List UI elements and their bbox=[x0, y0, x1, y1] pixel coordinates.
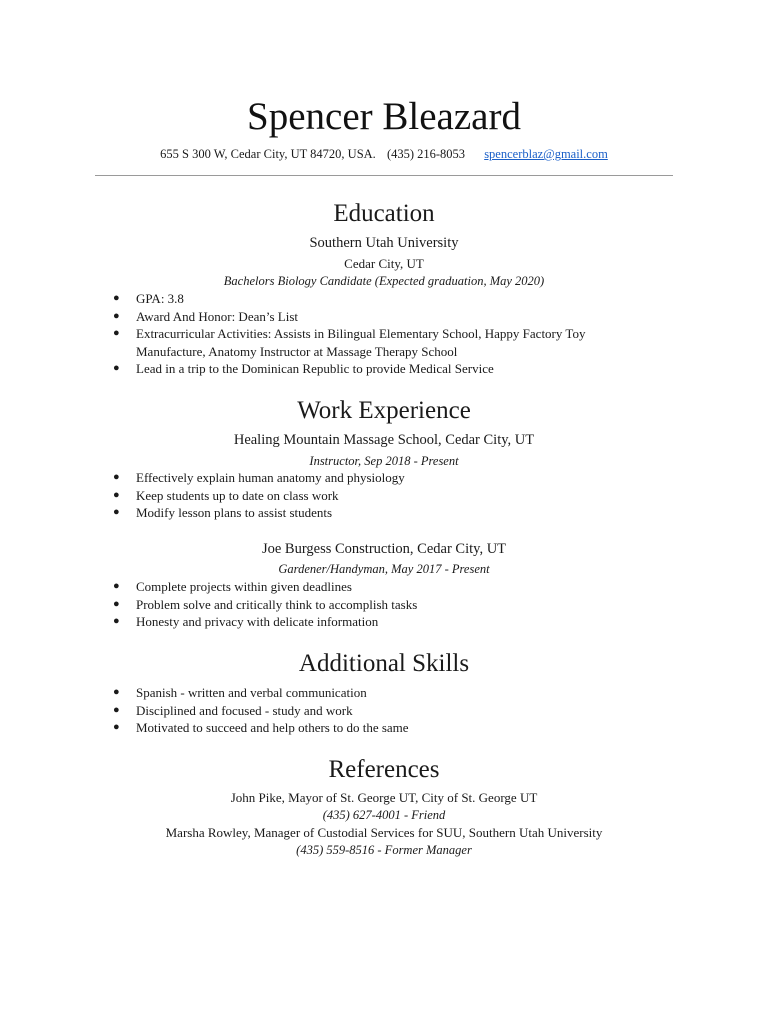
bullet-icon: ● bbox=[113, 703, 120, 716]
skills-list bbox=[0, 684, 768, 737]
school-location: Cedar City, UT bbox=[344, 256, 424, 271]
list-item-text: Motivated to succeed and help others to do the same bbox=[136, 720, 409, 735]
bullet-icon: ● bbox=[113, 615, 120, 627]
bullet-icon: ● bbox=[113, 327, 120, 339]
bullet-icon: ● bbox=[113, 471, 120, 483]
reference-name: John Pike, Mayor of St. George UT, City of St. George UT bbox=[230, 790, 538, 805]
list-item-text: Spanish - written and verbal communication bbox=[136, 685, 367, 700]
list-item-text: Keep students up to date on class work bbox=[136, 487, 339, 503]
job-duties-list bbox=[0, 469, 768, 522]
section-heading-education: Education bbox=[333, 200, 435, 227]
bullet-icon: ● bbox=[113, 597, 120, 610]
list-item bbox=[0, 308, 768, 326]
address: 655 S 300 W, Cedar City, UT 84720, USA. bbox=[160, 147, 376, 161]
job-duties-list bbox=[0, 578, 768, 631]
list-item-text: Lead in a trip to the Dominican Republic to provide Medical Service bbox=[136, 361, 494, 376]
resume-name: Spencer Bleazard bbox=[247, 95, 521, 138]
list-item bbox=[0, 504, 768, 522]
list-item bbox=[0, 613, 768, 631]
bullet-icon: ● bbox=[113, 721, 120, 733]
list-item bbox=[0, 360, 768, 378]
section-heading-skills: Additional Skills bbox=[298, 650, 470, 677]
section-heading-references: References bbox=[328, 756, 440, 783]
contact-line bbox=[0, 145, 768, 163]
list-item-text: Modify lesson plans to assist students bbox=[136, 505, 333, 520]
list-item bbox=[0, 469, 768, 487]
list-item bbox=[0, 719, 768, 737]
employer-name: Joe Burgess Construction, Cedar City, UT bbox=[261, 541, 507, 557]
list-item-text: Complete projects within given deadlines bbox=[136, 579, 352, 594]
list-item-text: Problem solve and critically think to accomplish tasks bbox=[136, 596, 418, 612]
section-heading-work: Work Experience bbox=[297, 397, 471, 424]
school-name: Southern Utah University bbox=[309, 235, 459, 251]
list-item bbox=[0, 578, 768, 596]
list-item bbox=[0, 290, 768, 308]
bullet-icon: ● bbox=[113, 506, 120, 518]
employer-name: Healing Mountain Massage School, Cedar City, UT bbox=[233, 432, 535, 448]
bullet-icon: ● bbox=[113, 309, 120, 322]
list-item-text: Extracurricular Activities: Assists in Bilingual Elementary School, Happy Factory Toy Manufacture, Anatomy Instructor at Massage Therapy School bbox=[136, 326, 586, 359]
degree: Bachelors Biology Candidate (Expected graduation, May 2020) bbox=[223, 274, 545, 288]
list-item-text: GPA: 3.8 bbox=[136, 291, 184, 306]
list-item bbox=[0, 684, 768, 702]
list-item bbox=[0, 702, 768, 720]
list-item-text: Honesty and privacy with delicate information bbox=[136, 614, 379, 629]
bullet-icon: ● bbox=[113, 580, 120, 592]
reference-contact: (435) 559-8516 - Former Manager bbox=[296, 843, 472, 857]
bullet-icon: ● bbox=[113, 292, 120, 304]
list-item bbox=[0, 596, 768, 614]
header-divider bbox=[95, 175, 673, 176]
list-item bbox=[0, 325, 768, 360]
list-item bbox=[0, 487, 768, 505]
reference-contact: (435) 627-4001 - Friend bbox=[322, 808, 446, 822]
list-item-text: Effectively explain human anatomy and physiology bbox=[136, 470, 405, 485]
education-list bbox=[0, 290, 768, 378]
job-role: Instructor, Sep 2018 - Present bbox=[309, 454, 459, 468]
bullet-icon: ● bbox=[113, 362, 120, 374]
bullet-icon: ● bbox=[113, 686, 120, 698]
phone: (435) 216-8053 bbox=[386, 147, 466, 161]
list-item-text: Award And Honor: Dean’s List bbox=[136, 308, 299, 324]
email-link[interactable]: spencerblaz@gmail.com bbox=[484, 147, 608, 161]
job-role: Gardener/Handyman, May 2017 - Present bbox=[278, 562, 490, 576]
bullet-icon: ● bbox=[113, 488, 120, 501]
reference-name: Marsha Rowley, Manager of Custodial Services for SUU, Southern Utah University bbox=[165, 825, 603, 840]
list-item-text: Disciplined and focused - study and work bbox=[136, 702, 353, 718]
